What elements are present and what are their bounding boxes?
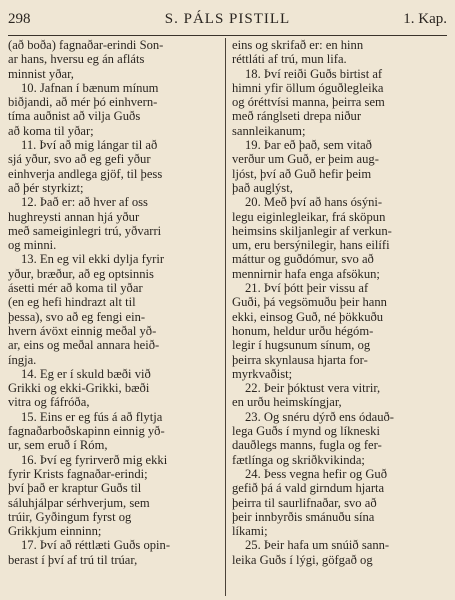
text-line: líkami; <box>232 524 268 539</box>
text-line: ljóst, því að Guð hefir þeim <box>232 166 372 181</box>
text-line: ar hans, hversu eg án afláts <box>8 52 145 67</box>
right-column <box>232 38 443 567</box>
text-line: Grikki og ekki-Grikki, bæði <box>8 381 150 396</box>
text-line: þeirra til saurlifnaðar, svo að <box>232 495 377 510</box>
chapter-label: 1. Kap. <box>403 11 447 27</box>
text-line: 15. Eins er eg fús á að flytja <box>21 409 163 424</box>
text-line: ar, eins og meðal annara heið- <box>8 338 160 353</box>
column-divider <box>225 38 226 596</box>
text-line: yður, bræður, að eg optsinnis <box>8 266 154 281</box>
text-line: ekki, einsog Guð, né þökkuðu <box>232 309 384 324</box>
text-line: myrkvaðist; <box>232 366 293 381</box>
text-line: tíma auðnist að vilja Guðs <box>8 109 141 124</box>
text-line: Grikkjum einninn; <box>8 524 102 539</box>
left-column <box>8 38 219 567</box>
text-line: það auglýst, <box>232 180 293 195</box>
text-line: biðjandi, að mér þó einhvern- <box>8 95 158 110</box>
text-line: minnist yðar, <box>8 66 74 81</box>
text-line: dauðlegs manns, fugla og fer- <box>232 438 382 453</box>
text-line: trúir, Gyðingum fyrst og <box>8 509 132 524</box>
text-line: legir í hugsunum sínum, og <box>232 338 371 353</box>
text-line: um, eru bersýnilegir, hans eilífi <box>232 238 390 253</box>
text-line: með ránglseti drepa niður <box>232 109 362 124</box>
text-line: 23. Og snéru dýrð ens ódauð- <box>245 409 394 424</box>
text-line: að koma til yðar; <box>8 123 94 138</box>
text-line: 19. Þar eð það, sem vitað <box>245 138 372 153</box>
text-line: himni yfir öllum óguðlegleika <box>232 80 384 95</box>
text-line: verður um Guð, er þeim aug- <box>232 152 379 167</box>
text-line: heimsins skiljanlegir af verkun- <box>232 223 392 238</box>
text-line: berast í því af trú til trúar, <box>8 552 138 567</box>
page-title: S. PÁLS PISTILL <box>164 11 291 27</box>
text-line: (að boða) fagnaðar-erindi Son- <box>8 38 164 52</box>
text-line: ásetti mér að koma til yðar <box>8 281 143 296</box>
text-line: þessa), svo að eg fengi ein- <box>8 309 146 324</box>
text-line: honum, heldur urðu hégóm- <box>232 323 374 338</box>
text-line: að þér styrkizt; <box>8 180 84 195</box>
text-line: hvern ávöxt einnig meðal yð- <box>8 323 157 338</box>
text-line: 17. Því að réttlæti Guðs opin- <box>21 538 171 553</box>
text-line: sáluhjálpar sérhverjum, sem <box>8 495 150 510</box>
text-line: 12. Það er: að hver af oss <box>21 195 148 210</box>
text-line: þeir innbyrðis smánuðu sína <box>232 509 375 524</box>
text-line: einhverja andlega gjöf, til þess <box>8 166 163 181</box>
text-columns <box>8 38 447 596</box>
text-line: 20. Með því að hans ósýni- <box>245 195 383 210</box>
text-line: hughreysti annan hjá yður <box>8 209 140 224</box>
text-line: 25. Þeir hafa um snúið sann- <box>245 538 390 553</box>
text-line: Guði, þá vegsömuðu þeir hann <box>232 295 387 310</box>
text-line: en urðu heimskíngjar, <box>232 395 342 410</box>
text-line: leika Guðs í lýgi, göfgað og <box>232 552 373 567</box>
running-header <box>8 9 447 36</box>
text-line: fagnaðarboðskapinn einnig yð- <box>8 424 165 439</box>
text-line: ur, sem eruð í Róm, <box>8 438 108 453</box>
text-line: 22. Þeir þóktust vera vitrir, <box>245 381 381 396</box>
text-line: íngja. <box>8 352 37 367</box>
text-line: og óréttvísi manna, þeirra sem <box>232 95 385 110</box>
text-line: 24. Þess vegna hefir og Guð <box>245 466 388 481</box>
text-line: fætlínga og skriðkvikinda; <box>232 452 365 467</box>
text-line: eins og skrifað er: en hinn <box>232 38 364 52</box>
text-line: 14. Eg er í skuld bæði við <box>21 366 151 381</box>
text-line: 11. Því að mig lángar til að <box>21 138 158 153</box>
text-line: vitra og fáfróða, <box>8 395 90 410</box>
text-line: 18. Því reiði Guðs birtist af <box>245 66 383 81</box>
text-line: 10. Jafnan í bænum mínum <box>21 80 159 95</box>
text-line: og minni. <box>8 238 57 253</box>
text-line: legu eiginlegleikar, frá sköpun <box>232 209 386 224</box>
text-line: réttláti af trú, mun lifa. <box>232 52 347 67</box>
text-line: því það er kraptur Guðs til <box>8 481 142 496</box>
text-line: gefið þá á vald girndum hjarta <box>232 481 385 496</box>
text-line: þeirra skynlausa hjarta for- <box>232 352 368 367</box>
text-line: fyrir Krists fagnaðar-erindi; <box>8 466 148 481</box>
text-line: 13. En eg vil ekki dylja fyrir <box>21 252 165 267</box>
page-number: 298 <box>8 11 31 27</box>
text-line: sjá yður, svo að eg gefi yður <box>8 152 151 167</box>
text-line: 21. Því þótt þeir vissu af <box>245 281 369 296</box>
text-line: 16. Því eg fyrirverð mig ekki <box>21 452 168 467</box>
text-line: máttur og guðdómur, svo að <box>232 252 374 267</box>
text-line: (en eg hefi hindrazt alt til <box>8 295 136 310</box>
text-line: sannleikanum; <box>232 123 306 138</box>
text-line: lega Guðs í mynd og líkneski <box>232 424 380 439</box>
text-line: með sameiginlegri trú, yðvarri <box>8 223 162 238</box>
text-line: mennirnir hafa enga afsökun; <box>232 266 380 281</box>
